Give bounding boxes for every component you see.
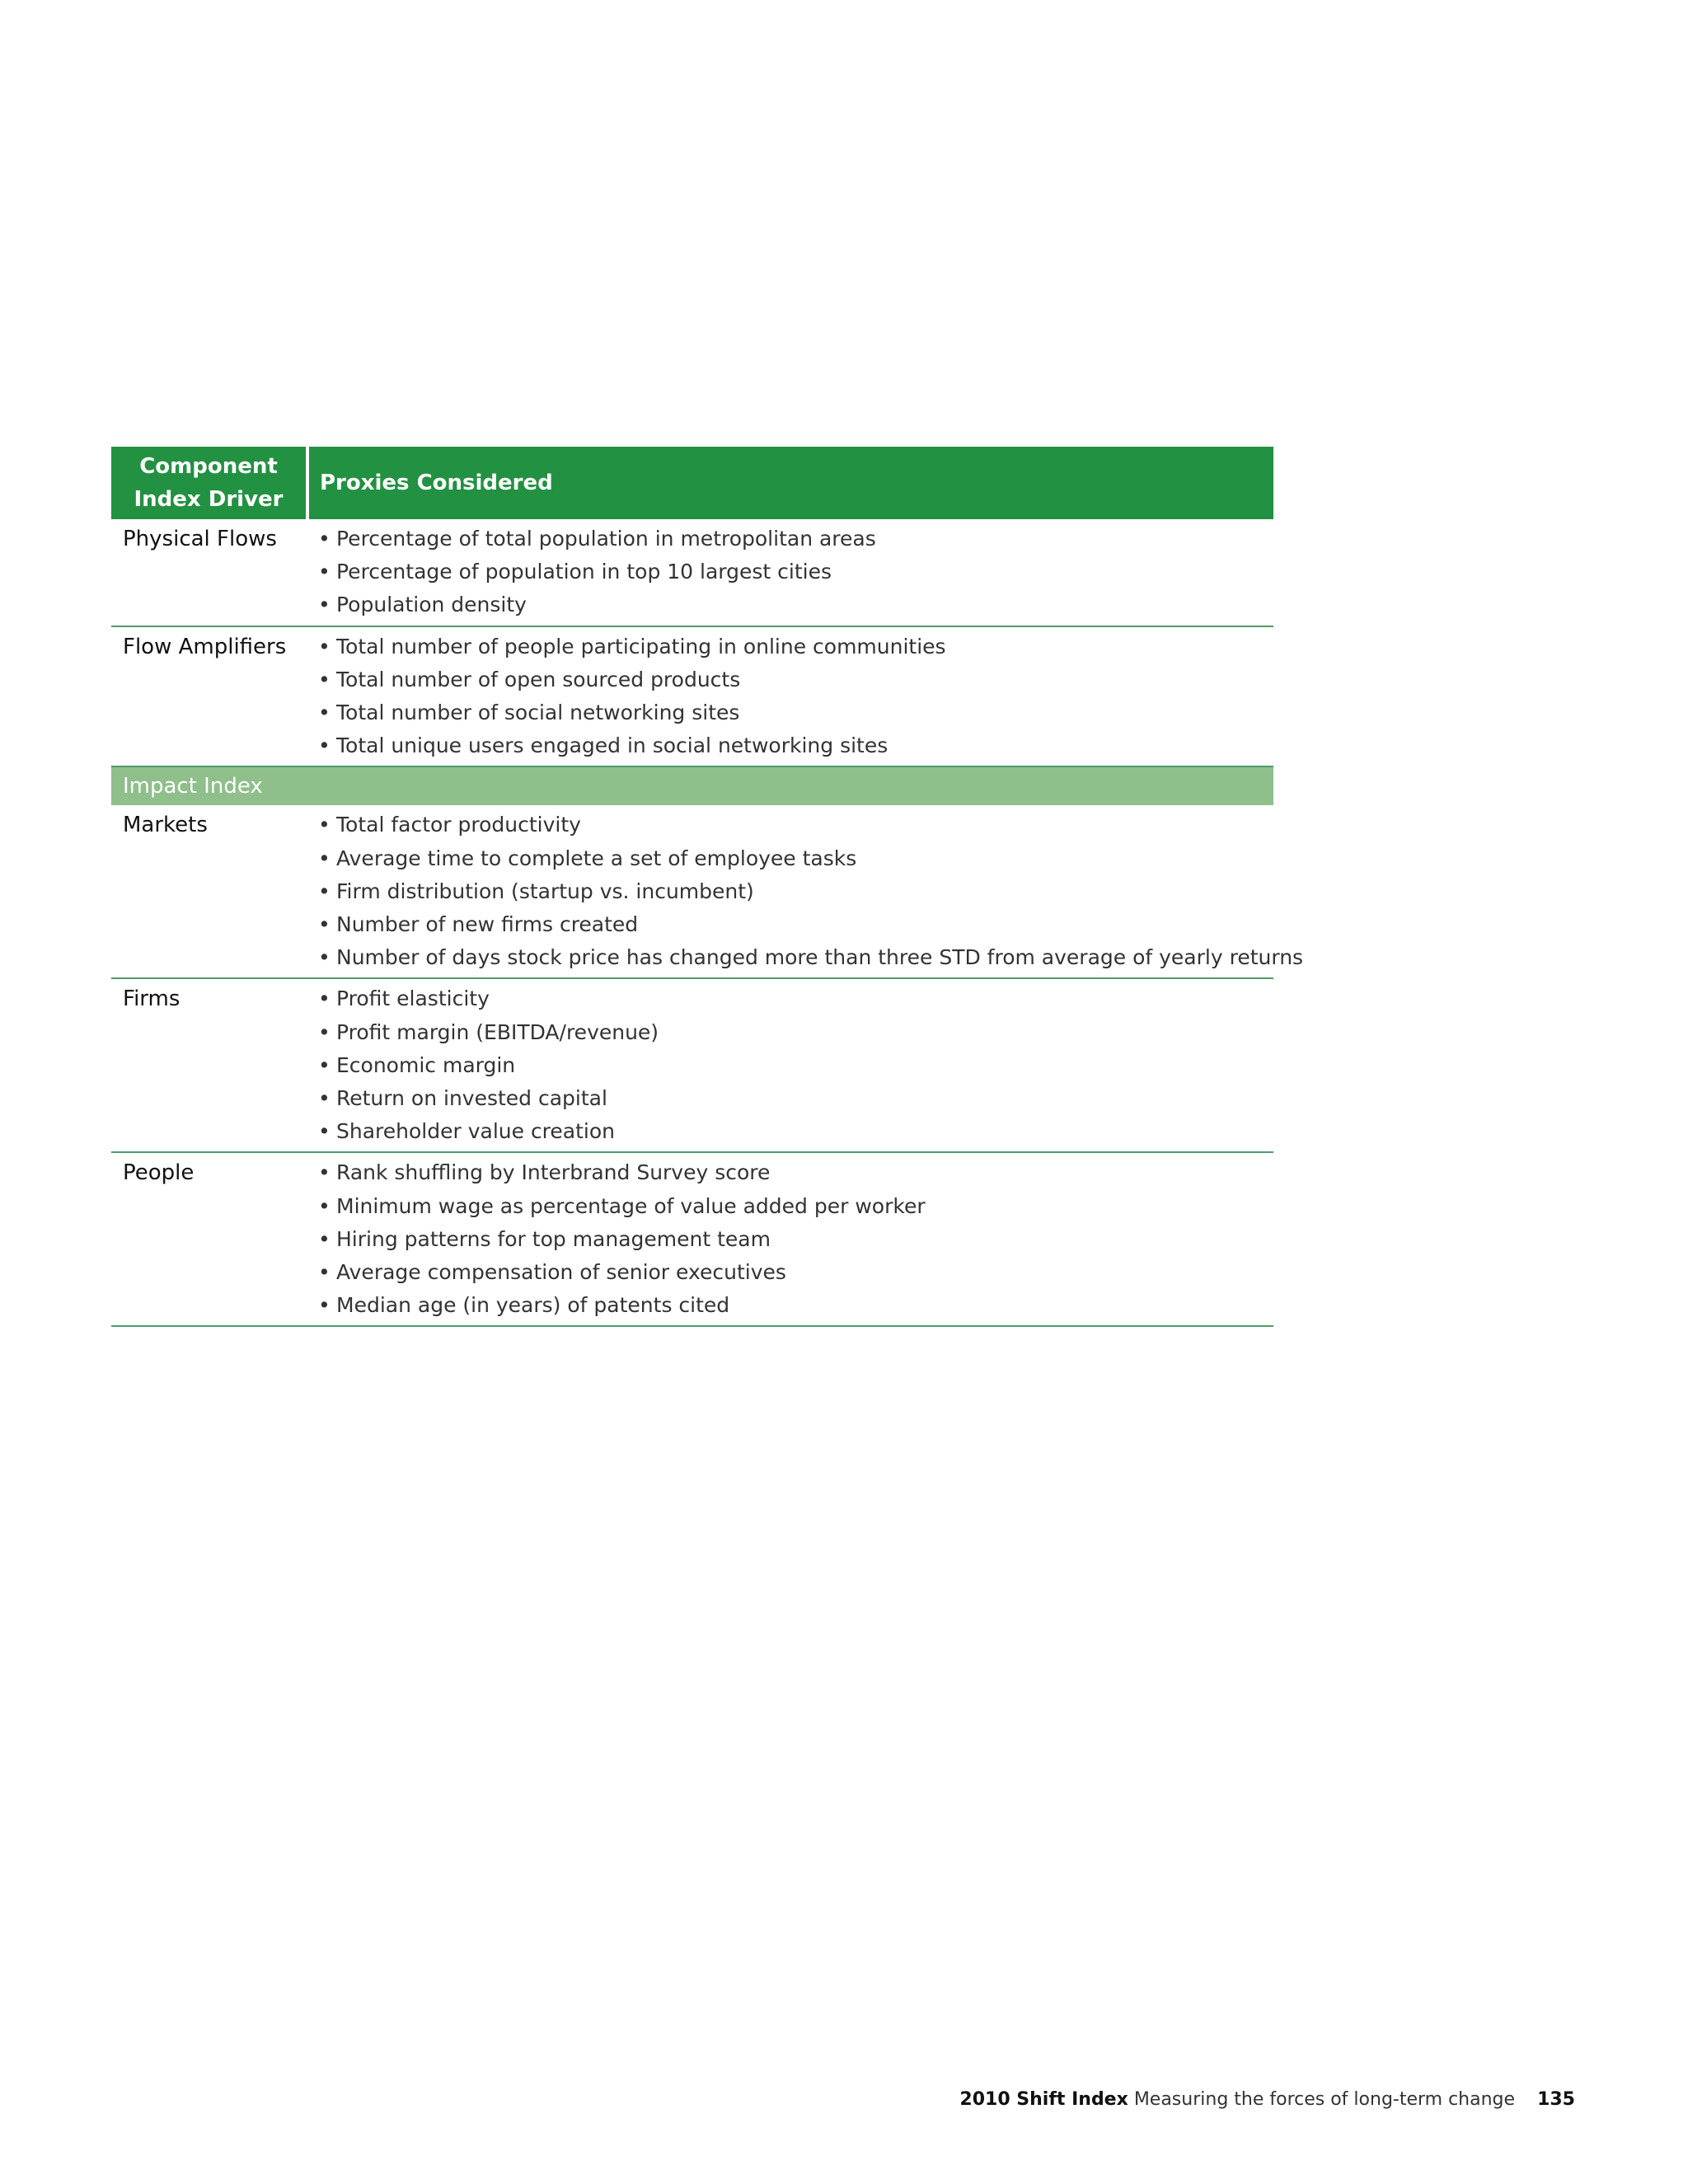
proxies-cell: [307, 978, 1273, 1152]
bullet-icon: •: [318, 527, 331, 551]
bullet-icon: •: [318, 912, 331, 937]
list-item: [318, 696, 1273, 729]
proxy-text: Total unique users engaged in social networking sites: [336, 733, 889, 758]
proxy-text: Shareholder value creation: [336, 1119, 616, 1144]
list-item: [318, 1156, 1273, 1189]
bullet-icon: •: [318, 1260, 331, 1285]
bullet-icon: •: [318, 1293, 331, 1318]
list-item: [318, 808, 1273, 841]
table-row: [111, 626, 1273, 767]
proxies-cell: [307, 805, 1304, 978]
proxy-list: [318, 523, 1273, 622]
bullet-icon: •: [318, 987, 331, 1011]
proxies-cell: [307, 626, 1273, 767]
bullet-icon: •: [318, 701, 331, 725]
bullet-icon: •: [318, 813, 331, 837]
table-row: [111, 805, 1273, 978]
bullet-icon: •: [318, 593, 331, 617]
proxy-text: Total factor productivity: [336, 813, 581, 837]
proxy-text: Return on invested capital: [336, 1086, 607, 1111]
proxies-cell: [307, 519, 1273, 626]
driver-cell: People: [111, 1152, 307, 1326]
proxy-text: Population density: [336, 593, 527, 617]
driver-cell: Physical Flows: [111, 519, 307, 626]
section-row-impact-index: [111, 766, 1273, 805]
list-item: [318, 982, 1273, 1015]
proxy-text: Rank shuffling by Interbrand Survey score: [336, 1160, 771, 1185]
proxy-list: [318, 1156, 1273, 1322]
bullet-icon: •: [318, 1160, 331, 1185]
table-row: [111, 978, 1273, 1152]
proxy-text: Total number of open sourced products: [336, 667, 741, 691]
proxy-text: Economic margin: [336, 1052, 516, 1077]
list-item: [318, 1223, 1273, 1256]
bullet-icon: •: [318, 1086, 331, 1111]
bullet-icon: •: [318, 1119, 331, 1144]
proxy-text: Percentage of total population in metropolitan areas: [336, 527, 876, 551]
proxy-text: Total number of social networking sites: [336, 701, 740, 725]
list-item: [318, 842, 1273, 875]
list-item: [318, 941, 1304, 974]
proxy-text: Minimum wage as percentage of value added per worker: [336, 1193, 926, 1218]
bullet-icon: •: [318, 846, 331, 870]
list-item: [318, 1256, 1273, 1289]
list-item: [318, 1016, 1273, 1049]
footer-subtitle: Measuring the forces of long-term change: [1133, 2089, 1516, 2110]
bullet-icon: •: [318, 1226, 331, 1251]
list-item: [318, 1190, 1273, 1223]
list-item: [318, 1049, 1273, 1082]
list-item: [318, 875, 1273, 908]
driver-cell: Markets: [111, 805, 307, 978]
proxy-list: [318, 808, 1304, 974]
proxy-text: Average time to complete a set of employee tasks: [336, 846, 857, 870]
proxy-text: Total number of people participating in online communities: [336, 634, 946, 658]
proxy-list: [318, 982, 1273, 1148]
section-label: Impact Index: [111, 766, 1273, 805]
proxy-text: Number of new firms created: [336, 912, 639, 937]
footer-title: 2010 Shift Index: [959, 2089, 1128, 2110]
proxy-text: Number of days stock price has changed more than three STD from average of yearly returns: [336, 945, 1304, 970]
bullet-icon: •: [318, 879, 331, 903]
proxy-text: Percentage of population in top 10 largest cities: [336, 560, 832, 584]
bullet-icon: •: [318, 560, 331, 584]
list-item: [318, 523, 1273, 555]
list-item: [318, 908, 1273, 941]
bullet-icon: •: [318, 733, 331, 758]
table-row: [111, 519, 1273, 626]
proxy-list: [318, 630, 1273, 763]
bullet-icon: •: [318, 945, 331, 970]
bullet-icon: •: [318, 667, 331, 691]
bullet-icon: •: [318, 634, 331, 658]
list-item: [318, 1115, 1273, 1148]
proxy-text: Firm distribution (startup vs. incumbent): [336, 879, 754, 903]
table-header-row: [111, 447, 1273, 519]
list-item: [318, 729, 1273, 762]
list-item: [318, 1082, 1273, 1115]
proxy-text: Profit elasticity: [336, 987, 490, 1011]
proxy-text: Average compensation of senior executives: [336, 1260, 786, 1285]
proxies-table: [111, 447, 1304, 1327]
bullet-icon: •: [318, 1193, 331, 1218]
bullet-icon: •: [318, 1052, 331, 1077]
table-row: [111, 1152, 1273, 1326]
proxy-text: Hiring patterns for top management team: [336, 1226, 771, 1251]
driver-cell: Flow Amplifiers: [111, 626, 307, 767]
proxies-table-container: [111, 447, 1304, 1327]
driver-cell: Firms: [111, 978, 307, 1152]
list-item: [318, 555, 1273, 588]
proxy-text: Median age (in years) of patents cited: [336, 1293, 730, 1318]
column-header-proxies: Proxies Considered: [307, 447, 1273, 519]
list-item: [318, 663, 1273, 696]
page-footer: [959, 2089, 1575, 2110]
list-item: [318, 588, 1273, 621]
column-header-driver: Component Index Driver: [111, 447, 307, 519]
proxies-cell: [307, 1152, 1273, 1326]
proxy-text: Profit margin (EBITDA/revenue): [336, 1019, 659, 1044]
bullet-icon: •: [318, 1019, 331, 1044]
page-number: 135: [1537, 2089, 1575, 2110]
list-item: [318, 1289, 1273, 1322]
list-item: [318, 630, 1273, 663]
